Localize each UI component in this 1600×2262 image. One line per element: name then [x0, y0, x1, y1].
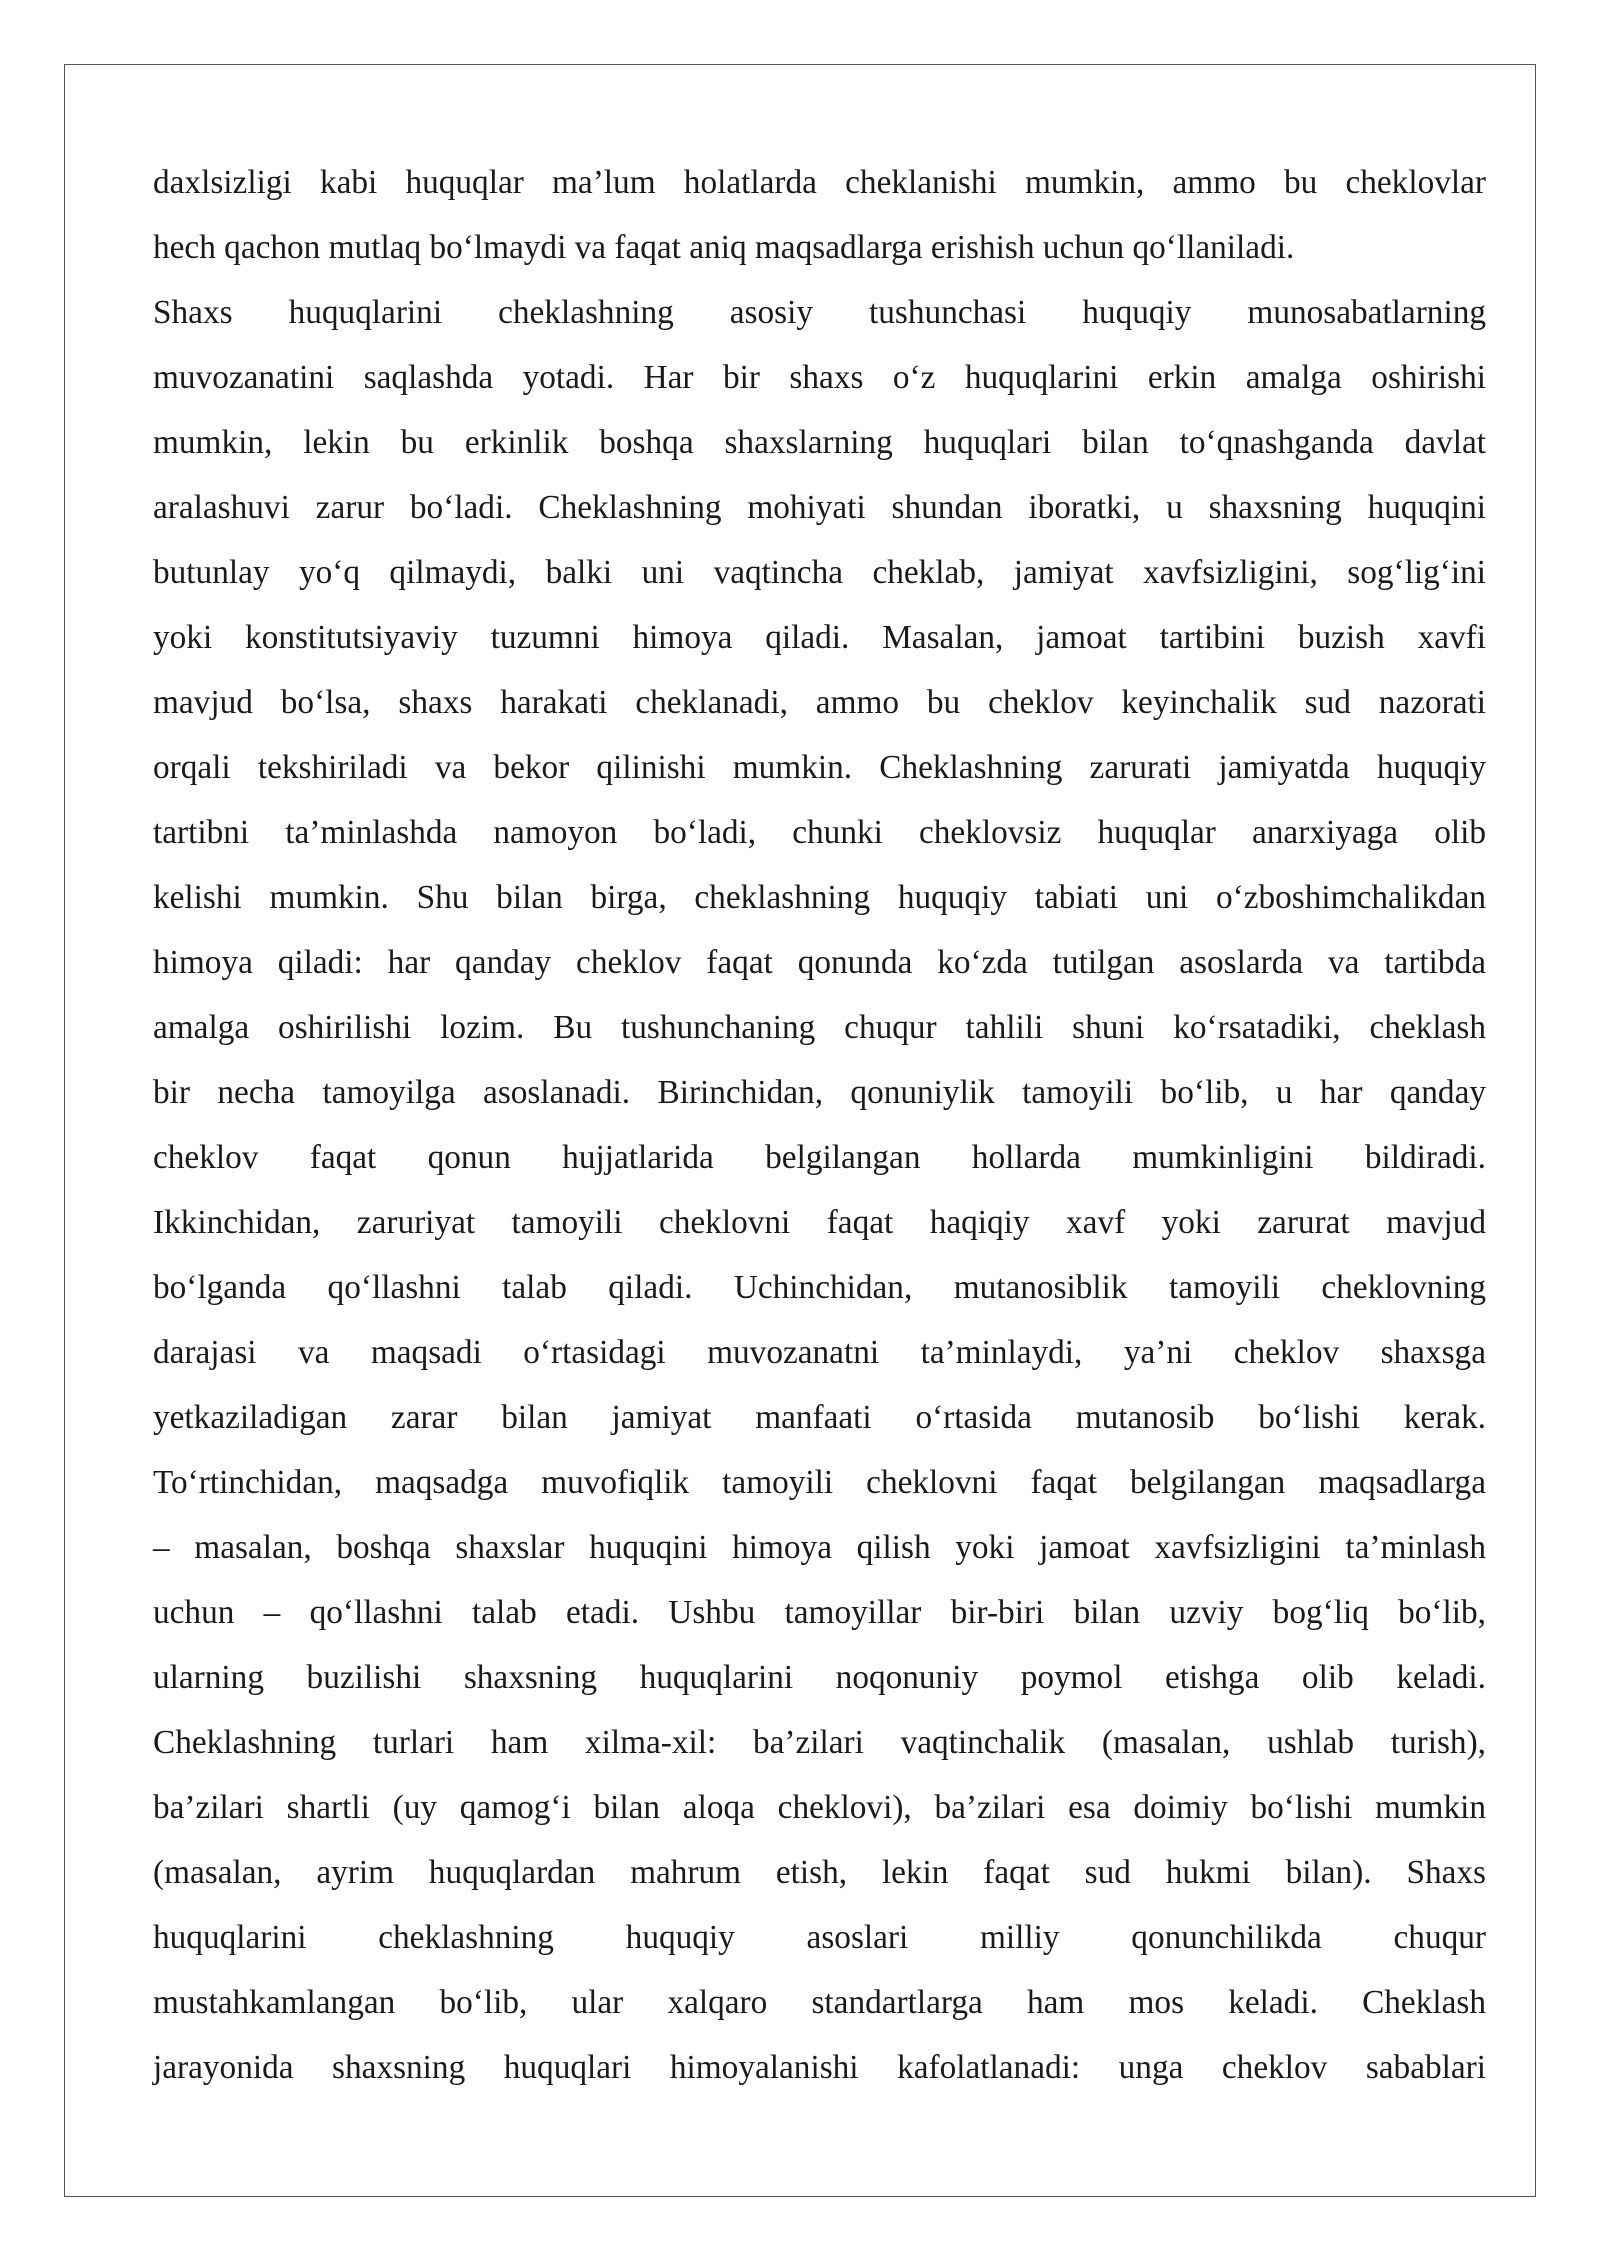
text-line: bo‘lganda qo‘llashni talab qiladi. Uchinchidan, mutanosiblik tamoyili cheklovning [153, 1269, 1486, 1306]
text-line: mavjud bo‘lsa, shaxs harakati cheklanadi, ammo bu cheklov keyinchalik sud nazorati [153, 684, 1486, 721]
text-line: (masalan, ayrim huquqlardan mahrum etish, lekin faqat sud hukmi bilan). Shaxs [153, 1854, 1486, 1891]
text-line: huquqlarini cheklashning huquqiy asoslari milliy qonunchilikda chuqur [153, 1919, 1486, 1956]
text-line: himoya qiladi: har qanday cheklov faqat qonunda ko‘zda tutilgan asoslarda va tartibda [153, 944, 1486, 981]
text-line: bir necha tamoyilga asoslanadi. Birinchidan, qonuniylik tamoyili bo‘lib, u har qanday [153, 1074, 1486, 1111]
text-line: muvozanatini saqlashda yotadi. Har bir shaxs o‘z huquqlarini erkin amalga oshirishi [153, 359, 1486, 396]
text-line: tartibni ta’minlashda namoyon bo‘ladi, chunki cheklovsiz huquqlar anarxiyaga olib [153, 814, 1486, 851]
text-line: uchun – qo‘llashni talab etadi. Ushbu tamoyillar bir-biri bilan uzviy bog‘liq bo‘lib, [153, 1594, 1486, 1631]
text-line: Shaxs huquqlarini cheklashning asosiy tushunchasi huquqiy munosabatlarning [153, 294, 1486, 331]
text-line: Cheklashning turlari ham xilma-xil: ba’zilari vaqtinchalik (masalan, ushlab turish), [153, 1724, 1486, 1761]
text-line: daxlsizligi kabi huquqlar ma’lum holatlarda cheklanishi mumkin, ammo bu cheklovlar [153, 164, 1486, 201]
text-line: yetkaziladigan zarar bilan jamiyat manfaati o‘rtasida mutanosib bo‘lishi kerak. [153, 1399, 1486, 1436]
text-line: jarayonida shaxsning huquqlari himoyalanishi kafolatlanadi: unga cheklov sabablari [153, 2049, 1486, 2086]
text-line: cheklov faqat qonun hujjatlarida belgilangan hollarda mumkinligini bildiradi. [153, 1139, 1486, 1176]
text-line: orqali tekshiriladi va bekor qilinishi mumkin. Cheklashning zarurati jamiyatda huquqiy [153, 749, 1486, 786]
text-line: ba’zilari shartli (uy qamog‘i bilan aloqa cheklovi), ba’zilari esa doimiy bo‘lishi mumkin [153, 1789, 1486, 1826]
text-line: kelishi mumkin. Shu bilan birga, cheklashning huquqiy tabiati uni o‘zboshimchalikdan [153, 879, 1486, 916]
text-line: To‘rtinchidan, maqsadga muvofiqlik tamoyili cheklovni faqat belgilangan maqsadlarga [153, 1464, 1486, 1501]
text-line: Ikkinchidan, zaruriyat tamoyili cheklovni faqat haqiqiy xavf yoki zarurat mavjud [153, 1204, 1486, 1241]
text-line: hech qachon mutlaq bo‘lmaydi va faqat aniq maqsadlarga erishish uchun qo‘llaniladi. [153, 229, 1295, 266]
text-line: aralashuvi zarur bo‘ladi. Cheklashning mohiyati shundan iboratki, u shaxsning huquqini [153, 489, 1486, 526]
text-line: amalga oshirilishi lozim. Bu tushunchaning chuqur tahlili shuni ko‘rsatadiki, cheklash [153, 1009, 1486, 1046]
text-line: darajasi va maqsadi o‘rtasidagi muvozanatni ta’minlaydi, ya’ni cheklov shaxsga [153, 1334, 1486, 1371]
text-line: yoki konstitutsiyaviy tuzumni himoya qiladi. Masalan, jamoat tartibini buzish xavfi [153, 619, 1486, 656]
text-line: mumkin, lekin bu erkinlik boshqa shaxslarning huquqlari bilan to‘qnashganda davlat [153, 424, 1486, 461]
text-line: – masalan, boshqa shaxslar huquqini himoya qilish yoki jamoat xavfsizligini ta’minlash [153, 1529, 1486, 1566]
document-body [153, 150, 1486, 2100]
text-line: mustahkamlangan bo‘lib, ular xalqaro standartlarga ham mos keladi. Cheklash [153, 1984, 1486, 2021]
text-line: butunlay yo‘q qilmaydi, balki uni vaqtincha cheklab, jamiyat xavfsizligini, sog‘lig‘ini [153, 554, 1486, 591]
text-line: ularning buzilishi shaxsning huquqlarini noqonuniy poymol etishga olib keladi. [153, 1659, 1486, 1696]
